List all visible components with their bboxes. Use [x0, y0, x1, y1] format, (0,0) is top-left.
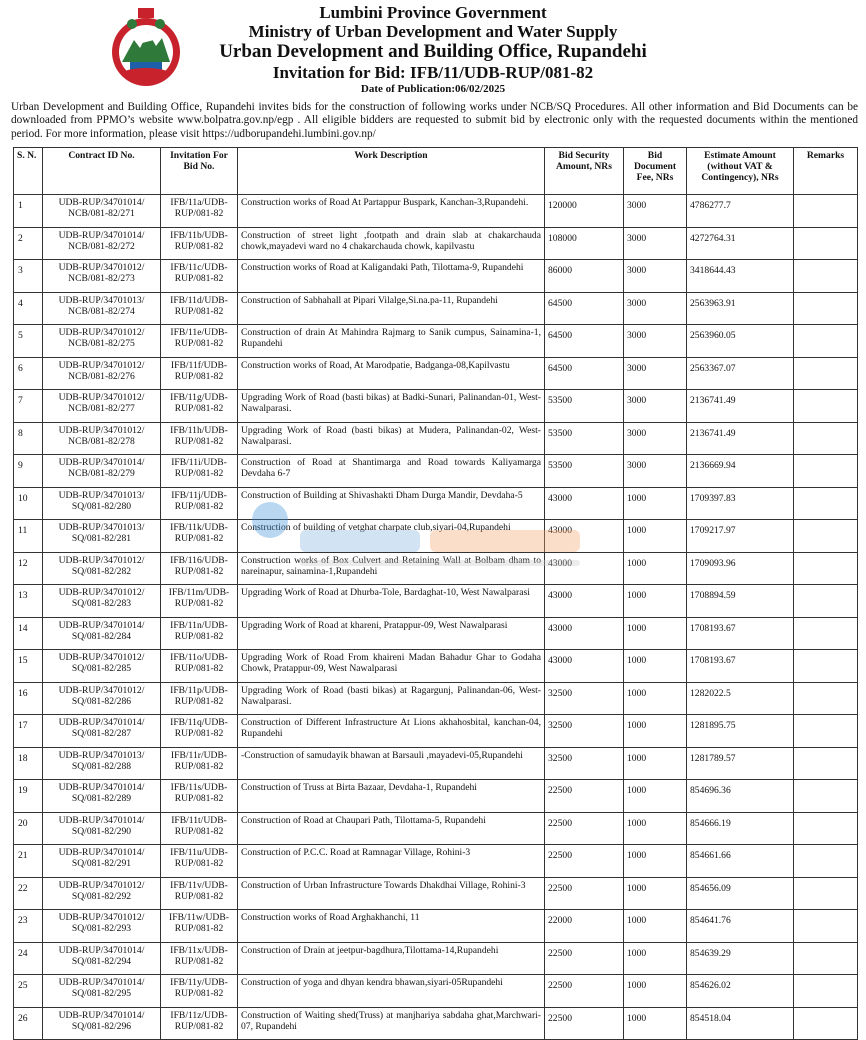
row-sn: 4	[14, 292, 43, 325]
row-document-fee: 1000	[624, 552, 687, 585]
row-contract-id: UDB-RUP/34701012/ NCB/081-82/275	[43, 325, 161, 358]
row-remarks	[794, 260, 858, 293]
row-estimate-amount: 1281895.75	[687, 715, 794, 748]
row-sn: 12	[14, 552, 43, 585]
row-estimate-amount: 4272764.31	[687, 227, 794, 260]
col-document-fee: Bid Document Fee, NRs	[624, 148, 687, 195]
row-estimate-amount: 2563963.91	[687, 292, 794, 325]
row-document-fee: 3000	[624, 292, 687, 325]
row-remarks	[794, 455, 858, 488]
row-contract-id: UDB-RUP/34701013/ NCB/081-82/274	[43, 292, 161, 325]
bid-table	[13, 147, 858, 1040]
row-contract-id: UDB-RUP/34701012/ NCB/081-82/278	[43, 422, 161, 455]
row-estimate-amount: 2563367.07	[687, 357, 794, 390]
row-ifb-no: IFB/11o/UDB-RUP/081-82	[161, 650, 238, 683]
row-sn: 25	[14, 975, 43, 1008]
row-remarks	[794, 227, 858, 260]
row-ifb-no: IFB/11q/UDB-RUP/081-82	[161, 715, 238, 748]
table-row	[14, 845, 858, 878]
table-row	[14, 227, 858, 260]
row-remarks	[794, 715, 858, 748]
row-bid-security: 53500	[545, 455, 624, 488]
row-bid-security: 64500	[545, 325, 624, 358]
col-bid-security: Bid Security Amount, NRs	[545, 148, 624, 195]
row-document-fee: 1000	[624, 1007, 687, 1040]
row-ifb-no: IFB/11w/UDB-RUP/081-82	[161, 910, 238, 943]
row-bid-security: 22500	[545, 1007, 624, 1040]
table-row	[14, 422, 858, 455]
row-bid-security: 22500	[545, 942, 624, 975]
row-work-description: Construction of Truss at Birta Bazaar, Devdaha-1, Rupandehi	[238, 780, 545, 813]
row-ifb-no: IFB/11x/UDB-RUP/081-82	[161, 942, 238, 975]
table-row	[14, 357, 858, 390]
row-remarks	[794, 910, 858, 943]
row-sn: 13	[14, 585, 43, 618]
row-estimate-amount: 1708894.59	[687, 585, 794, 618]
row-ifb-no: IFB/11e/UDB-RUP/081-82	[161, 325, 238, 358]
row-bid-security: 22000	[545, 910, 624, 943]
row-bid-security: 22500	[545, 812, 624, 845]
row-contract-id: UDB-RUP/34701014/ SQ/081-82/296	[43, 1007, 161, 1040]
table-row	[14, 390, 858, 423]
row-ifb-no: IFB/11v/UDB-RUP/081-82	[161, 877, 238, 910]
row-ifb-no: IFB/11h/UDB-RUP/081-82	[161, 422, 238, 455]
row-contract-id: UDB-RUP/34701014/ SQ/081-82/291	[43, 845, 161, 878]
row-sn: 23	[14, 910, 43, 943]
row-estimate-amount: 854626.02	[687, 975, 794, 1008]
row-work-description: Upgrading Work of Road (basti bikas) at Badki-Sunari, Palinandan-01, West-Nawalparasi.	[238, 390, 545, 423]
row-remarks	[794, 812, 858, 845]
row-sn: 1	[14, 195, 43, 228]
row-document-fee: 1000	[624, 487, 687, 520]
document-header	[0, 3, 866, 95]
row-contract-id: UDB-RUP/34701014/ SQ/081-82/294	[43, 942, 161, 975]
table-row	[14, 910, 858, 943]
row-contract-id: UDB-RUP/34701013/ SQ/081-82/281	[43, 520, 161, 553]
table-row	[14, 682, 858, 715]
row-estimate-amount: 2563960.05	[687, 325, 794, 358]
row-work-description: Construction of Drain at jeetpur-bagdhura,Tilottama-14,Rupandehi	[238, 942, 545, 975]
row-remarks	[794, 487, 858, 520]
row-remarks	[794, 195, 858, 228]
table-row	[14, 1007, 858, 1040]
row-ifb-no: IFB/11k/UDB-RUP/081-82	[161, 520, 238, 553]
table-row	[14, 780, 858, 813]
table-row	[14, 747, 858, 780]
row-work-description: Upgrading Work of Road (basti bikas) at Mudera, Palinandan-02, West-Nawalparasi.	[238, 422, 545, 455]
row-work-description: Construction of Different Infrastructure At Lions akhahosbital, kanchan-04, Rupandehi	[238, 715, 545, 748]
row-ifb-no: IFB/11f/UDB-RUP/081-82	[161, 357, 238, 390]
row-ifb-no: IFB/11z/UDB-RUP/081-82	[161, 1007, 238, 1040]
row-estimate-amount: 854639.29	[687, 942, 794, 975]
row-bid-security: 120000	[545, 195, 624, 228]
row-remarks	[794, 357, 858, 390]
row-ifb-no: IFB/11g/UDB-RUP/081-82	[161, 390, 238, 423]
row-bid-security: 86000	[545, 260, 624, 293]
row-document-fee: 3000	[624, 227, 687, 260]
row-sn: 3	[14, 260, 43, 293]
table-row	[14, 455, 858, 488]
row-document-fee: 3000	[624, 390, 687, 423]
row-contract-id: UDB-RUP/34701014/ SQ/081-82/287	[43, 715, 161, 748]
row-estimate-amount: 2136669.94	[687, 455, 794, 488]
row-bid-security: 64500	[545, 292, 624, 325]
row-estimate-amount: 2136741.49	[687, 390, 794, 423]
row-bid-security: 64500	[545, 357, 624, 390]
row-document-fee: 1000	[624, 845, 687, 878]
row-sn: 5	[14, 325, 43, 358]
row-sn: 15	[14, 650, 43, 683]
col-ifb-no: Invitation For Bid No.	[161, 148, 238, 195]
row-contract-id: UDB-RUP/34701012/ SQ/081-82/286	[43, 682, 161, 715]
table-row	[14, 487, 858, 520]
row-document-fee: 1000	[624, 747, 687, 780]
publication-date: Date of Publication:06/02/2025	[360, 83, 506, 95]
row-ifb-no: IFB/11a/UDB-RUP/081-82	[161, 195, 238, 228]
row-estimate-amount: 854641.76	[687, 910, 794, 943]
row-ifb-no: IFB/11p/UDB-RUP/081-82	[161, 682, 238, 715]
row-sn: 21	[14, 845, 43, 878]
row-contract-id: UDB-RUP/34701013/ SQ/081-82/288	[43, 747, 161, 780]
table-row	[14, 552, 858, 585]
row-estimate-amount: 854656.09	[687, 877, 794, 910]
row-remarks	[794, 845, 858, 878]
row-bid-security: 32500	[545, 747, 624, 780]
row-document-fee: 1000	[624, 975, 687, 1008]
row-document-fee: 1000	[624, 780, 687, 813]
table-row	[14, 195, 858, 228]
row-sn: 14	[14, 617, 43, 650]
row-work-description: Construction works of Road Arghakhanchi, 11	[238, 910, 545, 943]
row-work-description: Upgrading Work of Road at Dhurba-Tole, Bardaghat-10, West Nawalparasi	[238, 585, 545, 618]
row-remarks	[794, 520, 858, 553]
row-contract-id: UDB-RUP/34701012/ NCB/081-82/277	[43, 390, 161, 423]
row-bid-security: 43000	[545, 617, 624, 650]
row-estimate-amount: 854518.04	[687, 1007, 794, 1040]
table-row	[14, 877, 858, 910]
row-bid-security: 32500	[545, 715, 624, 748]
row-ifb-no: IFB/116/UDB-RUP/081-82	[161, 552, 238, 585]
row-work-description: Construction of Building at Shivashakti Dham Durga Mandir, Devdaha-5	[238, 487, 545, 520]
row-document-fee: 1000	[624, 650, 687, 683]
row-document-fee: 1000	[624, 715, 687, 748]
row-sn: 24	[14, 942, 43, 975]
row-contract-id: UDB-RUP/34701014/ NCB/081-82/271	[43, 195, 161, 228]
row-ifb-no: IFB/11s/UDB-RUP/081-82	[161, 780, 238, 813]
row-ifb-no: IFB/11b/UDB-RUP/081-82	[161, 227, 238, 260]
row-estimate-amount: 2136741.49	[687, 422, 794, 455]
row-document-fee: 1000	[624, 520, 687, 553]
province-title: Lumbini Province Government	[319, 3, 547, 22]
row-estimate-amount: 4786277.7	[687, 195, 794, 228]
row-contract-id: UDB-RUP/34701012/ NCB/081-82/273	[43, 260, 161, 293]
row-remarks	[794, 390, 858, 423]
col-remarks: Remarks	[794, 148, 858, 195]
table-row	[14, 260, 858, 293]
ifb-title: Invitation for Bid: IFB/11/UDB-RUP/081-82	[272, 63, 594, 82]
row-remarks	[794, 975, 858, 1008]
row-contract-id: UDB-RUP/34701014/ NCB/081-82/272	[43, 227, 161, 260]
office-title: Urban Development and Building Office, Rupandehi	[219, 41, 647, 62]
row-ifb-no: IFB/11y/UDB-RUP/081-82	[161, 975, 238, 1008]
row-bid-security: 22500	[545, 845, 624, 878]
row-work-description: Construction of Road at Shantimarga and Road towards Kaliyamarga Devdaha 6-7	[238, 455, 545, 488]
row-contract-id: UDB-RUP/34701012/ SQ/081-82/293	[43, 910, 161, 943]
row-contract-id: UDB-RUP/34701014/ SQ/081-82/284	[43, 617, 161, 650]
row-document-fee: 3000	[624, 357, 687, 390]
row-work-description: Upgrading Work of Road From khaireni Madan Bahadur Ghar to Godaha Chowk, Pratappur-09, West Nawalparasi	[238, 650, 545, 683]
row-estimate-amount: 1708193.67	[687, 617, 794, 650]
row-contract-id: UDB-RUP/34701014/ NCB/081-82/279	[43, 455, 161, 488]
row-bid-security: 22500	[545, 780, 624, 813]
row-bid-security: 43000	[545, 585, 624, 618]
row-work-description: Construction works of Box Culvert and Retaining Wall at Bolbam dham to nareinapur, sainamina-1,Rupandehi	[238, 552, 545, 585]
row-document-fee: 3000	[624, 195, 687, 228]
table-row	[14, 942, 858, 975]
row-work-description: Construction of yoga and dhyan kendra bhawan,siyari-05Rupandehi	[238, 975, 545, 1008]
row-work-description: Construction of Sabhahall at Pipari Vilalge,Si.na.pa-11, Rupandehi	[238, 292, 545, 325]
row-document-fee: 1000	[624, 877, 687, 910]
row-ifb-no: IFB/11m/UDB-RUP/081-82	[161, 585, 238, 618]
row-document-fee: 3000	[624, 455, 687, 488]
row-ifb-no: IFB/11j/UDB-RUP/081-82	[161, 487, 238, 520]
row-estimate-amount: 1709093.96	[687, 552, 794, 585]
row-estimate-amount: 1708193.67	[687, 650, 794, 683]
row-estimate-amount: 3418644.43	[687, 260, 794, 293]
row-remarks	[794, 292, 858, 325]
row-remarks	[794, 422, 858, 455]
row-contract-id: UDB-RUP/34701014/ SQ/081-82/290	[43, 812, 161, 845]
row-ifb-no: IFB/11d/UDB-RUP/081-82	[161, 292, 238, 325]
row-document-fee: 1000	[624, 910, 687, 943]
col-estimate-amount: Estimate Amount (without VAT & Contingency), NRs	[687, 148, 794, 195]
row-ifb-no: IFB/11c/UDB-RUP/081-82	[161, 260, 238, 293]
row-remarks	[794, 942, 858, 975]
row-contract-id: UDB-RUP/34701012/ SQ/081-82/285	[43, 650, 161, 683]
row-work-description: Upgrading Work of Road at khareni, Pratappur-09, West Nawalparasi	[238, 617, 545, 650]
row-estimate-amount: 854696.36	[687, 780, 794, 813]
row-ifb-no: IFB/11t/UDB-RUP/081-82	[161, 812, 238, 845]
row-contract-id: UDB-RUP/34701014/ SQ/081-82/289	[43, 780, 161, 813]
row-remarks	[794, 682, 858, 715]
row-sn: 20	[14, 812, 43, 845]
row-sn: 17	[14, 715, 43, 748]
row-work-description: -Construction of samudayik bhawan at Barsauli ,mayadevi-05,Rupandehi	[238, 747, 545, 780]
row-work-description: Construction works of Road At Partappur Buspark, Kanchan-3,Rupandehi.	[238, 195, 545, 228]
row-sn: 2	[14, 227, 43, 260]
row-bid-security: 32500	[545, 682, 624, 715]
table-row	[14, 715, 858, 748]
row-contract-id: UDB-RUP/34701012/ SQ/081-82/292	[43, 877, 161, 910]
table-row	[14, 325, 858, 358]
row-remarks	[794, 650, 858, 683]
row-document-fee: 1000	[624, 617, 687, 650]
row-estimate-amount: 1709397.83	[687, 487, 794, 520]
row-bid-security: 53500	[545, 422, 624, 455]
row-document-fee: 1000	[624, 585, 687, 618]
row-sn: 16	[14, 682, 43, 715]
row-bid-security: 108000	[545, 227, 624, 260]
row-work-description: Upgrading Work of Road (basti bikas) at Ragargunj, Palinandan-06, West-Nawalparasi.	[238, 682, 545, 715]
col-work-description: Work Description	[238, 148, 545, 195]
row-bid-security: 43000	[545, 520, 624, 553]
row-ifb-no: IFB/11u/UDB-RUP/081-82	[161, 845, 238, 878]
row-bid-security: 43000	[545, 552, 624, 585]
row-document-fee: 3000	[624, 325, 687, 358]
col-sn: S. N.	[14, 148, 43, 195]
row-remarks	[794, 780, 858, 813]
row-remarks	[794, 877, 858, 910]
row-document-fee: 1000	[624, 942, 687, 975]
row-remarks	[794, 325, 858, 358]
row-work-description: Construction of Road at Chaupari Path, Tilottama-5, Rupandehi	[238, 812, 545, 845]
table-row	[14, 650, 858, 683]
row-bid-security: 22500	[545, 975, 624, 1008]
table-row	[14, 585, 858, 618]
row-remarks	[794, 1007, 858, 1040]
row-sn: 6	[14, 357, 43, 390]
row-remarks	[794, 617, 858, 650]
row-work-description: Construction works of Road at Kaligandaki Path, Tilottama-9, Rupandehi	[238, 260, 545, 293]
row-document-fee: 1000	[624, 682, 687, 715]
row-work-description: Construction of P.C.C. Road at Ramnagar Village, Rohini-3	[238, 845, 545, 878]
row-contract-id: UDB-RUP/34701012/ NCB/081-82/276	[43, 357, 161, 390]
table-row	[14, 520, 858, 553]
row-bid-security: 43000	[545, 650, 624, 683]
row-bid-security: 22500	[545, 877, 624, 910]
row-contract-id: UDB-RUP/34701012/ SQ/081-82/282	[43, 552, 161, 585]
table-row	[14, 812, 858, 845]
ministry-title: Ministry of Urban Development and Water Supply	[248, 22, 618, 41]
row-estimate-amount: 1281789.57	[687, 747, 794, 780]
table-header-row	[14, 148, 858, 195]
row-contract-id: UDB-RUP/34701013/ SQ/081-82/280	[43, 487, 161, 520]
row-contract-id: UDB-RUP/34701014/ SQ/081-82/295	[43, 975, 161, 1008]
table-row	[14, 617, 858, 650]
row-estimate-amount: 1709217.97	[687, 520, 794, 553]
row-remarks	[794, 552, 858, 585]
row-document-fee: 3000	[624, 422, 687, 455]
row-remarks	[794, 747, 858, 780]
row-contract-id: UDB-RUP/34701012/ SQ/081-82/283	[43, 585, 161, 618]
row-sn: 8	[14, 422, 43, 455]
row-estimate-amount: 854666.19	[687, 812, 794, 845]
row-sn: 9	[14, 455, 43, 488]
row-work-description: Construction of Urban Infrastructure Towards Dhakdhai Village, Rohini-3	[238, 877, 545, 910]
row-remarks	[794, 585, 858, 618]
row-document-fee: 3000	[624, 260, 687, 293]
row-document-fee: 1000	[624, 812, 687, 845]
row-sn: 7	[14, 390, 43, 423]
row-sn: 11	[14, 520, 43, 553]
row-sn: 26	[14, 1007, 43, 1040]
row-work-description: Construction of street light ,footpath and drain slab at chakarchauda chowk,mayadevi ward no 4 chakarchauda chowk, kapilvastu	[238, 227, 545, 260]
table-row	[14, 975, 858, 1008]
col-contract-id: Contract ID No.	[43, 148, 161, 195]
table-row	[14, 292, 858, 325]
row-ifb-no: IFB/11n/UDB-RUP/081-82	[161, 617, 238, 650]
row-bid-security: 43000	[545, 487, 624, 520]
row-bid-security: 53500	[545, 390, 624, 423]
row-work-description: Construction of drain At Mahindra Rajmarg to Sanik cumpus, Sainamina-1, Rupandehi	[238, 325, 545, 358]
row-work-description: Construction works of Road, At Marodpatie, Badganga-08,Kapilvastu	[238, 357, 545, 390]
row-work-description: Construction of Waiting shed(Truss) at manjhariya sabdaha ghat,Marchwari-07, Rupandehi	[238, 1007, 545, 1040]
intro-paragraph: Urban Development and Building Office, Rupandehi invites bids for the construction of following works under NCB/SQ Procedures. All other information and Bid Documents can be downloaded from PPMO’s website www.bolpatra.gov.np/egp . All eligible bidders are requested to submit bid by electronic only with the requested documents within the mentioned period. For more information, please visit https://udborupandehi.lumbini.gov.np/	[11, 101, 858, 140]
row-sn: 18	[14, 747, 43, 780]
row-ifb-no: IFB/11r/UDB-RUP/081-82	[161, 747, 238, 780]
row-ifb-no: IFB/11i/UDB-RUP/081-82	[161, 455, 238, 488]
row-sn: 22	[14, 877, 43, 910]
row-work-description: Construction of building of vetghat charpate club,siyari-04,Rupandehi	[238, 520, 545, 553]
row-sn: 19	[14, 780, 43, 813]
row-estimate-amount: 854661.66	[687, 845, 794, 878]
row-estimate-amount: 1282022.5	[687, 682, 794, 715]
row-sn: 10	[14, 487, 43, 520]
